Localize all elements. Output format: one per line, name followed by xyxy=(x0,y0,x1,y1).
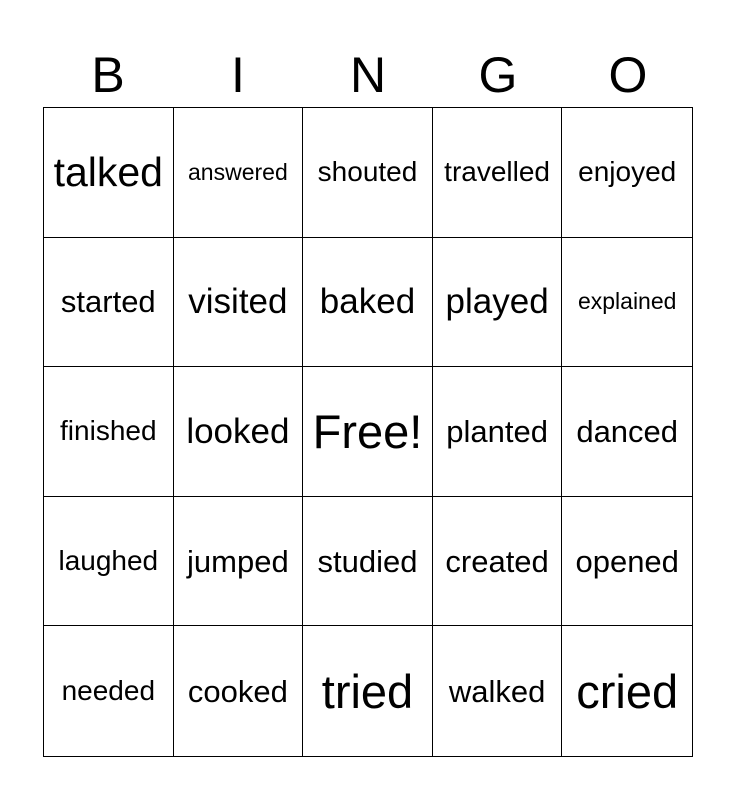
bingo-cell: started xyxy=(44,238,174,368)
bingo-cell: needed xyxy=(44,626,174,756)
bingo-cell: cried xyxy=(576,664,679,718)
bingo-cell: walked xyxy=(433,626,563,756)
bingo-cell: explained xyxy=(562,238,692,368)
bingo-cell: looked xyxy=(174,367,304,497)
bingo-cell: answered xyxy=(174,108,304,238)
bingo-cell: planted xyxy=(433,367,563,497)
bingo-cell: opened xyxy=(562,497,692,627)
bingo-header xyxy=(43,42,693,108)
bingo-cell: created xyxy=(433,497,563,627)
header-letter-g: G xyxy=(478,47,518,103)
bingo-cell: enjoyed xyxy=(562,108,692,238)
bingo-card-grid xyxy=(43,107,693,757)
bingo-cell: baked xyxy=(303,238,433,368)
bingo-cell: played xyxy=(433,238,563,368)
bingo-cell: talked xyxy=(44,108,174,238)
header-letter-n: N xyxy=(349,47,387,103)
bingo-cell: cooked xyxy=(174,626,304,756)
bingo-cell: shouted xyxy=(303,108,433,238)
bingo-cell: visited xyxy=(174,238,304,368)
bingo-cell: laughed xyxy=(44,497,174,627)
free-space-cell: Free! xyxy=(303,367,433,497)
bingo-cell: finished xyxy=(44,367,174,497)
bingo-cell: tried xyxy=(303,626,433,756)
bingo-cell: studied xyxy=(303,497,433,627)
header-letter-i: I xyxy=(231,47,245,103)
header-letter-o: O xyxy=(608,47,648,103)
header-letter-b: B xyxy=(91,47,125,103)
bingo-cell: danced xyxy=(562,367,692,497)
bingo-cell: travelled xyxy=(433,108,563,238)
bingo-cell: jumped xyxy=(174,497,304,627)
